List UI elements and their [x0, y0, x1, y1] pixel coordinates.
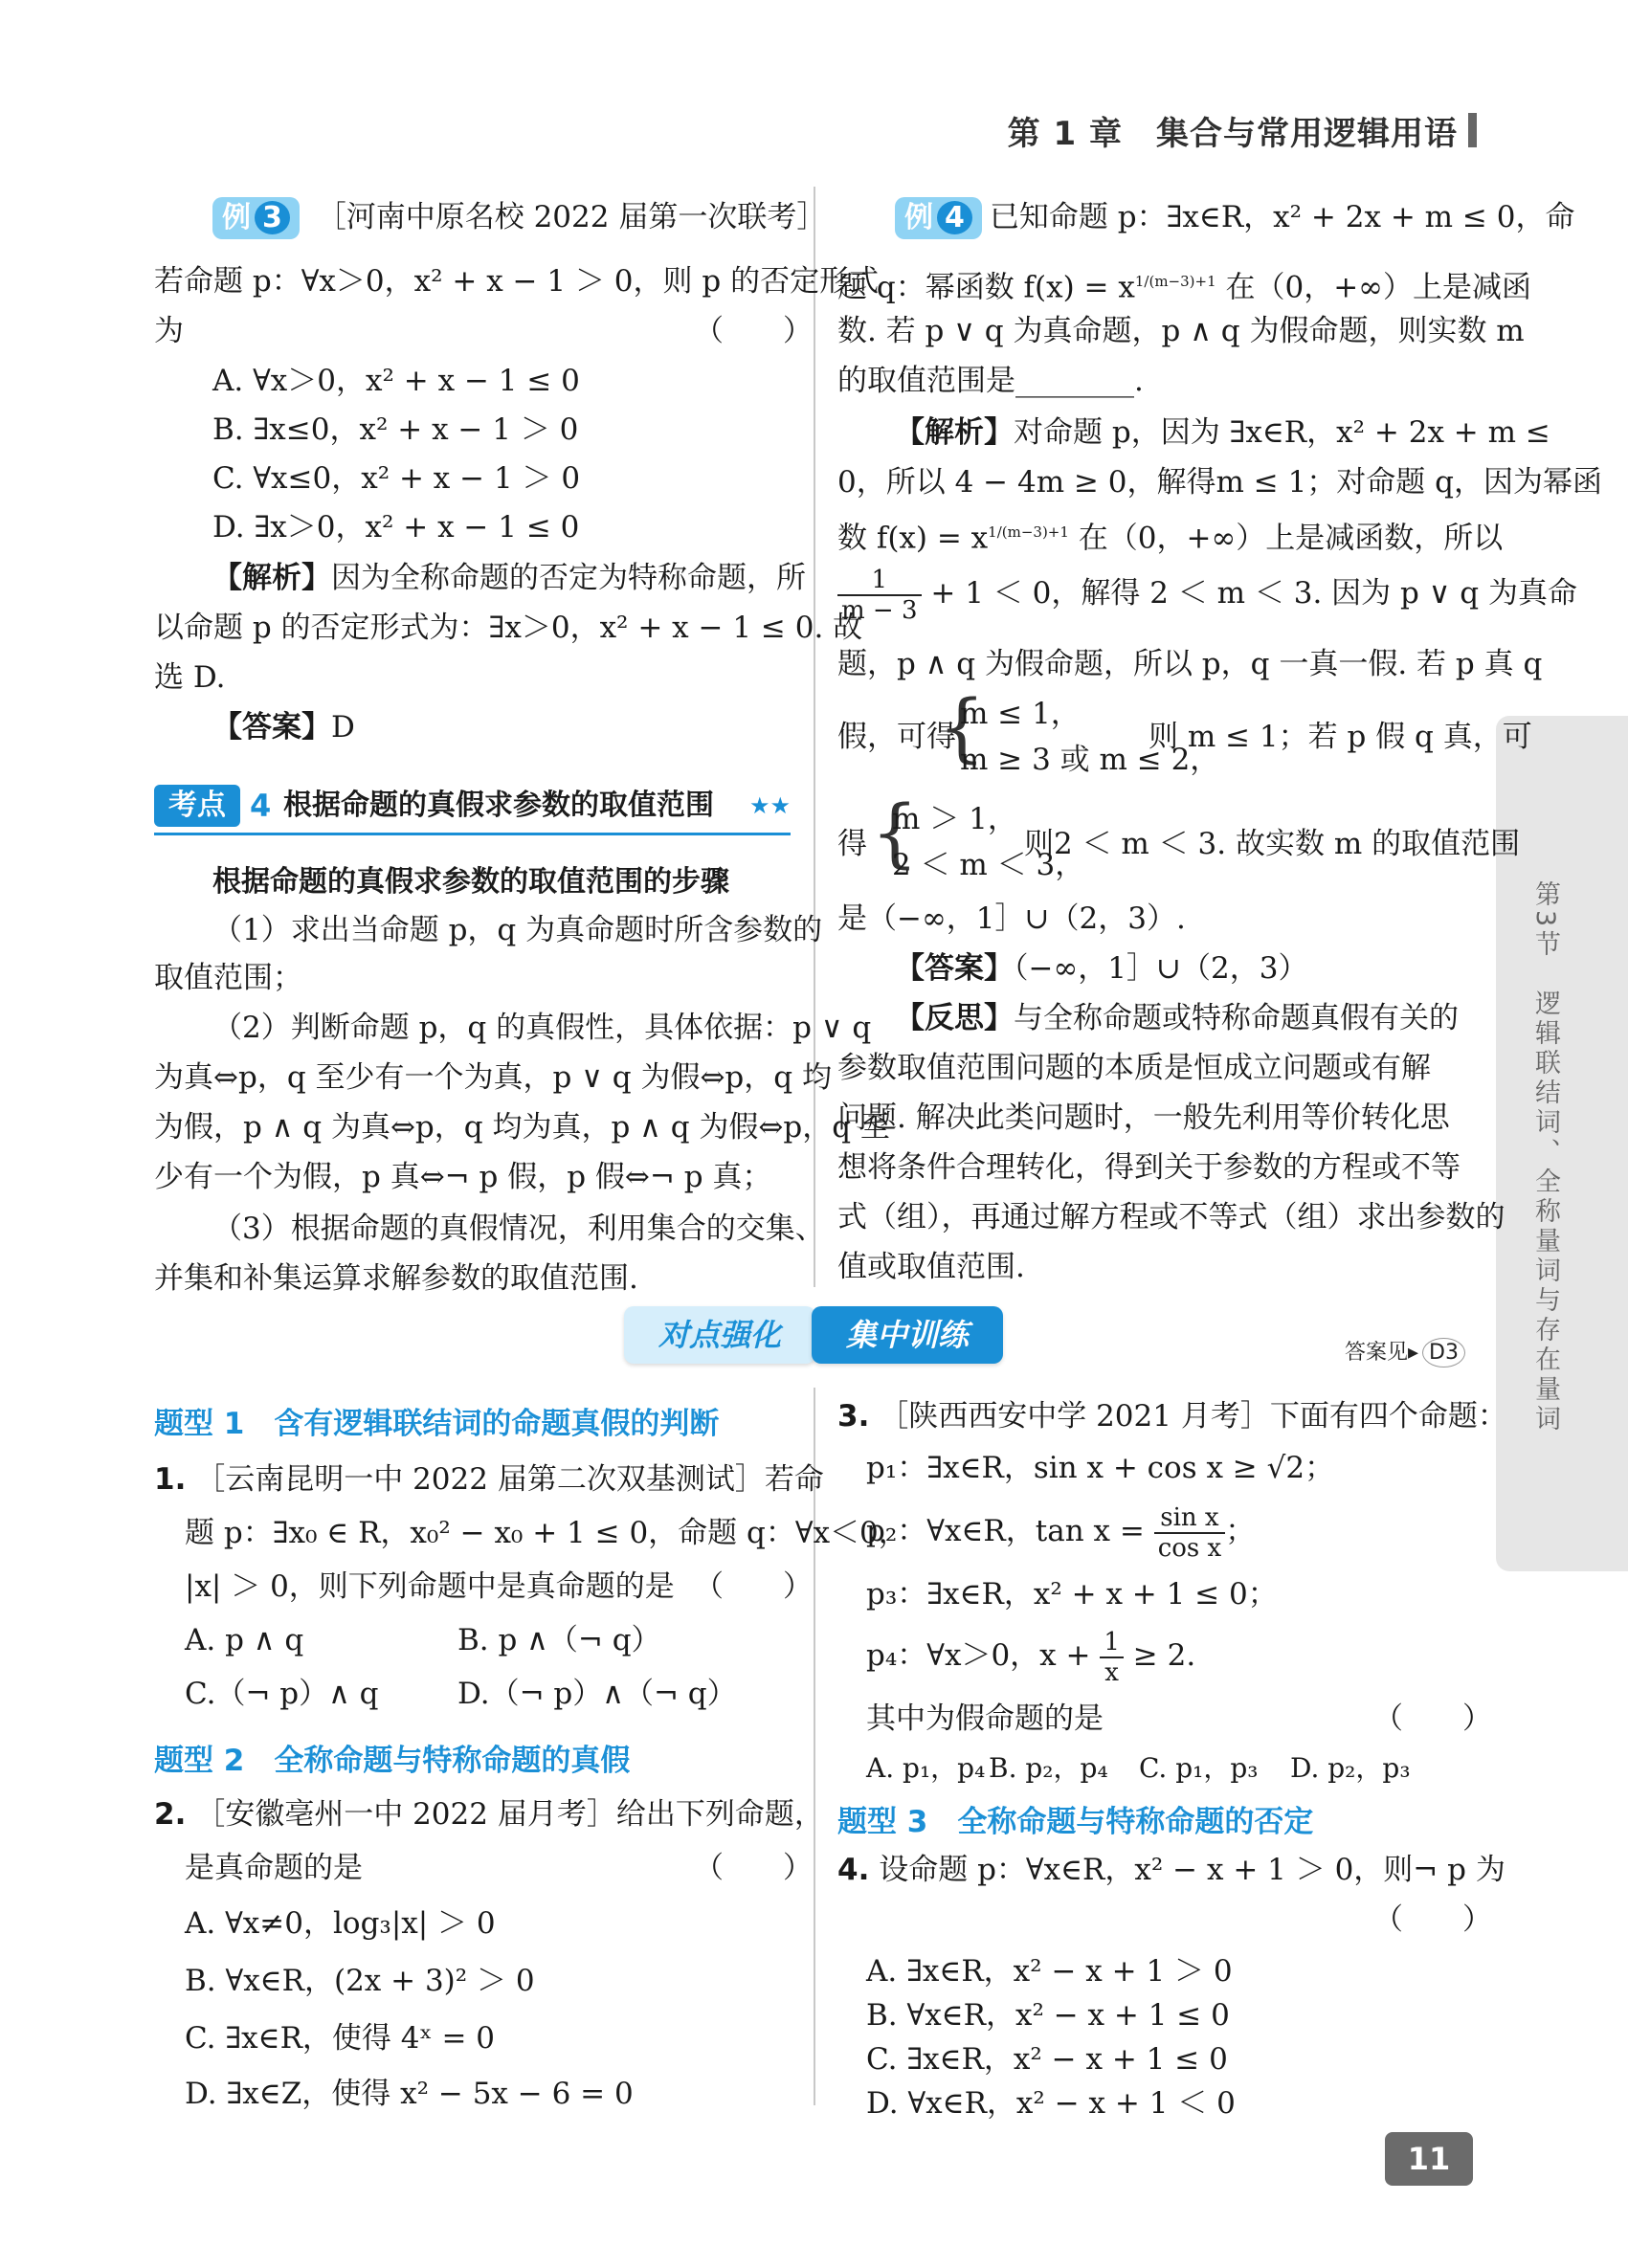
example4-solution-line5: 题，p ∧ q 为假命题，所以 p，q 一真一假. 若 p 真 q	[837, 647, 1543, 681]
kaodian-subtitle: 根据命题的真假求参数的取值范围的步骤	[212, 865, 729, 899]
example3-stem-line1: 若命题 p：∀x＞0，x² + x − 1 ＞ 0，则 p 的否定形式	[154, 264, 880, 299]
kaodian-step-line3: （2）判断命题 p，q 的真假性，具体依据：p ∨ q	[212, 1011, 872, 1045]
example-badge: 例 3	[212, 197, 300, 239]
q1-option-d: D.（¬ p）∧（¬ q）	[457, 1677, 737, 1711]
example3-option-c: C. ∀x≤0，x² + x − 1 ＞ 0	[212, 461, 581, 496]
example3-option-a: A. ∀x＞0，x² + x − 1 ≤ 0	[212, 364, 580, 398]
kaodian-step-line6: 少有一个为假，p 真⇔¬ p 假，p 假⇔¬ p 真；	[154, 1160, 772, 1194]
example4-solution-line1: 【解析】对命题 p，因为 ∃x∈R，x² + 2x + m ≤	[895, 415, 1550, 450]
example4-solution-line6-tail: 则 m ≤ 1；若 p 假 q 真，可	[1149, 720, 1532, 754]
example3-solution-line3: 选 D.	[154, 660, 226, 695]
system2-row2: 2 ＜ m ＜ 3，	[892, 848, 1085, 882]
left-brace-icon: {	[871, 790, 919, 877]
example4-reflection-line2: 参数取值范围问题的本质是恒成立问题或有解	[837, 1051, 1431, 1085]
q2-line1: 2. ［安徽亳州一中 2022 届月考］给出下列命题，	[154, 1797, 824, 1832]
q4-answer-blank: （ ）	[1373, 1902, 1492, 1937]
q1-line1: 1. ［云南昆明一中 2022 届第二次双基测试］若命	[154, 1462, 824, 1497]
q3-option-b: B. p₂，p₄	[989, 1752, 1108, 1784]
q4-line1: 4. 设命题 p：∀x∈R，x² − x + 1 ＞ 0，则¬ p 为	[837, 1853, 1505, 1887]
q3-proposition-p2: p₂：∀x∈R，tan x = $\frac{\text{sin x}}{\text{cos x}}$ ；	[866, 1502, 1256, 1563]
fraction: $\frac{1}{x}$	[1100, 1628, 1124, 1687]
fraction: $\frac{1}{m - 3}$	[837, 566, 922, 625]
example4-solution-line8: 是（−∞，1］∪（2，3）.	[837, 901, 1186, 936]
q3-proposition-p4: p₄：∀x＞0，x + $\frac{1}{x}$ ≥ 2.	[866, 1627, 1196, 1687]
q1-option-b: B. p ∧（¬ q）	[457, 1623, 661, 1657]
q3-line1: 3. ［陕西西安中学 2021 月考］下面有四个命题：	[837, 1399, 1507, 1434]
example3-answer-blank: （ ）	[694, 314, 813, 348]
left-brace-icon: {	[938, 685, 986, 771]
type3-heading: 题型 3 全称命题与特称命题的否定	[837, 1805, 1314, 1839]
kaodian-step-line7: （3）根据命题的真假情况，利用集合的交集、	[212, 1212, 825, 1246]
q3-question: 其中为假命题的是	[866, 1701, 1104, 1736]
q4-option-d: D. ∀x∈R，x² − x + 1 ＜ 0	[866, 2086, 1236, 2121]
q3-option-d: D. p₂，p₃	[1290, 1752, 1411, 1784]
q1-option-a: A. p ∧ q	[185, 1623, 304, 1657]
kaodian-title: 根据命题的真假求参数的取值范围	[283, 789, 714, 822]
q2-option-b: B. ∀x∈R，(2x + 3)² ＞ 0	[185, 1964, 535, 1998]
kaodian-step-line8: 并集和补集运算求解参数的取值范围.	[154, 1261, 638, 1296]
example4-solution-line7-tail: 则2 ＜ m ＜ 3. 故实数 m 的取值范围	[1024, 827, 1521, 861]
example-badge: 例 4	[895, 197, 982, 239]
kaodian-number: 4	[250, 788, 272, 824]
section-side-tab-label: 第3节 逻辑联结词、全称量词与存在量词	[1530, 880, 1560, 1435]
q2-line2: 是真命题的是	[185, 1851, 363, 1885]
example4-solution-line2: 0，所以 4 − 4m ≥ 0，解得m ≤ 1；对命题 q，因为幂函	[837, 465, 1603, 500]
q3-answer-blank: （ ）	[1373, 1701, 1492, 1736]
example3-answer: 【答案】D	[212, 710, 355, 745]
answer-reference: 答案见▸ D3	[1345, 1336, 1465, 1367]
q4-option-b: B. ∀x∈R，x² − x + 1 ≤ 0	[866, 1998, 1230, 2033]
example4-line4: 的取值范围是________.	[837, 364, 1144, 398]
system2-row1: m ＞ 1，	[892, 802, 1017, 836]
example3-solution-line2: 以命题 p 的否定形式为：∃x＞0，x² + x − 1 ≤ 0. 故	[154, 611, 863, 645]
type1-heading: 题型 1 含有逻辑联结词的命题真假的判断	[154, 1407, 720, 1441]
q2-option-a: A. ∀x≠0，log₃|x| ＞ 0	[185, 1906, 496, 1941]
q1-line3: |x| ＞ 0，则下列命题中是真命题的是	[185, 1569, 675, 1604]
q1-answer-blank: （ ）	[694, 1569, 813, 1604]
chapter-title: 第 1 章 集合与常用逻辑用语	[1007, 115, 1458, 153]
example4-line2: 题 q：幂函数 $f(x) = x^{1/(m-3)+1}$ 在（0，+∞）上是减函	[837, 270, 1531, 305]
example3-option-b: B. ∃x≤0，x² + x − 1 ＞ 0	[212, 412, 579, 447]
example4-solution-line3: 数 $f(x) = x^{1/(m-3)+1}$ 在（0，+∞）上是减函数，所以	[837, 521, 1504, 556]
practice-banner	[624, 1306, 1007, 1369]
fraction: $\frac{\text{sin x}}{\text{cos x}}$	[1154, 1503, 1226, 1563]
example4-line3: 数. 若 p ∨ q 为真命题，p ∧ q 为假命题，则实数 m	[837, 314, 1525, 348]
system1-row2: m ≥ 3 或 m ≤ 2，	[960, 743, 1220, 777]
chapter-bar	[1468, 113, 1477, 147]
example4-reflection-line6: 值或取值范围.	[837, 1250, 1025, 1284]
q2-option-d: D. ∃x∈Z，使得 x² − 5x − 6 = 0	[185, 2077, 634, 2111]
kaodian-badge: 考点	[154, 785, 240, 827]
example4-reflection-line3: 问题. 解决此类问题时，一般先利用等价转化思	[837, 1101, 1450, 1135]
kaodian-heading	[154, 785, 791, 835]
system1-row1: m ≤ 1，	[960, 697, 1081, 731]
type2-heading: 题型 2 全称命题与特称命题的真假	[154, 1744, 631, 1778]
example3-option-d: D. ∃x＞0，x² + x − 1 ≤ 0	[212, 510, 580, 545]
example4-reflection-line5: 式（组），再通过解方程或不等式（组）求出参数的	[837, 1200, 1505, 1234]
example4-line1: 例 4 已知命题 p：∃x∈R，x² + 2x + m ≤ 0，命	[895, 194, 1574, 240]
example3-header	[212, 194, 826, 240]
example4-reflection-line1: 【反思】与全称命题或特称命题真假有关的	[895, 1001, 1459, 1035]
kaodian-step-line4: 为真⇔p，q 至少有一个为真，p ∨ q 为假⇔p，q 均	[154, 1060, 832, 1095]
q4-option-c: C. ∃x∈R，x² − x + 1 ≤ 0	[866, 2042, 1228, 2077]
kaodian-step-line2: 取值范围；	[154, 961, 302, 995]
q2-option-c: C. ∃x∈R，使得 4ˣ = 0	[185, 2021, 496, 2056]
q3-option-a: A. p₁，p₄	[866, 1752, 986, 1784]
q4-option-a: A. ∃x∈R，x² − x + 1 ＞ 0	[866, 1954, 1233, 1989]
difficulty-stars-icon: ★★	[748, 792, 791, 819]
q3-proposition-p3: p₃：∃x∈R，x² + x + 1 ≤ 0；	[866, 1577, 1278, 1612]
kaodian-step-line5: 为假，p ∧ q 为真⇔p，q 均为真，p ∧ q 为假⇔p，q 至	[154, 1110, 890, 1145]
example4-answer: 【答案】（−∞，1］∪（2，3）	[895, 951, 1308, 986]
banner-left-label: 对点强化	[624, 1306, 815, 1364]
example4-solution-line4: $\frac{1}{m - 3}$ + 1 ＜ 0，解得 2 ＜ m ＜ 3. 因为 p ∨ q 为真命	[837, 565, 1577, 625]
q3-option-c: C. p₁，p₃	[1139, 1752, 1259, 1784]
kaodian-step-line1: （1）求出当命题 p，q 为真命题时所含参数的	[212, 913, 823, 947]
q1-option-c: C.（¬ p）∧ q	[185, 1677, 379, 1711]
q3-proposition-p1: p₁：∃x∈R，sin x + cos x ≥ √2；	[866, 1451, 1335, 1485]
page-number: 11	[1385, 2132, 1473, 2186]
q1-line2: 题 p：∃x₀ ∈ R，x₀² − x₀ + 1 ≤ 0，命题 q：∀x＜0，	[185, 1516, 908, 1550]
example3-stem-line2: 为	[154, 314, 184, 348]
example4-reflection-line4: 想将条件合理转化，得到关于参数的方程或不等	[837, 1150, 1461, 1185]
example3-source: ［河南中原名校 2022 届第一次联考］	[316, 200, 827, 234]
q2-answer-blank: （ ）	[694, 1851, 813, 1885]
banner-right-label: 集中训练	[812, 1306, 1003, 1364]
example4-solution-line6-lead: 假，可得	[837, 720, 956, 754]
example4-solution-line7-lead: 得	[837, 827, 867, 861]
example3-solution-line1: 【解析】因为全称命题的否定为特称命题，所	[212, 561, 806, 595]
